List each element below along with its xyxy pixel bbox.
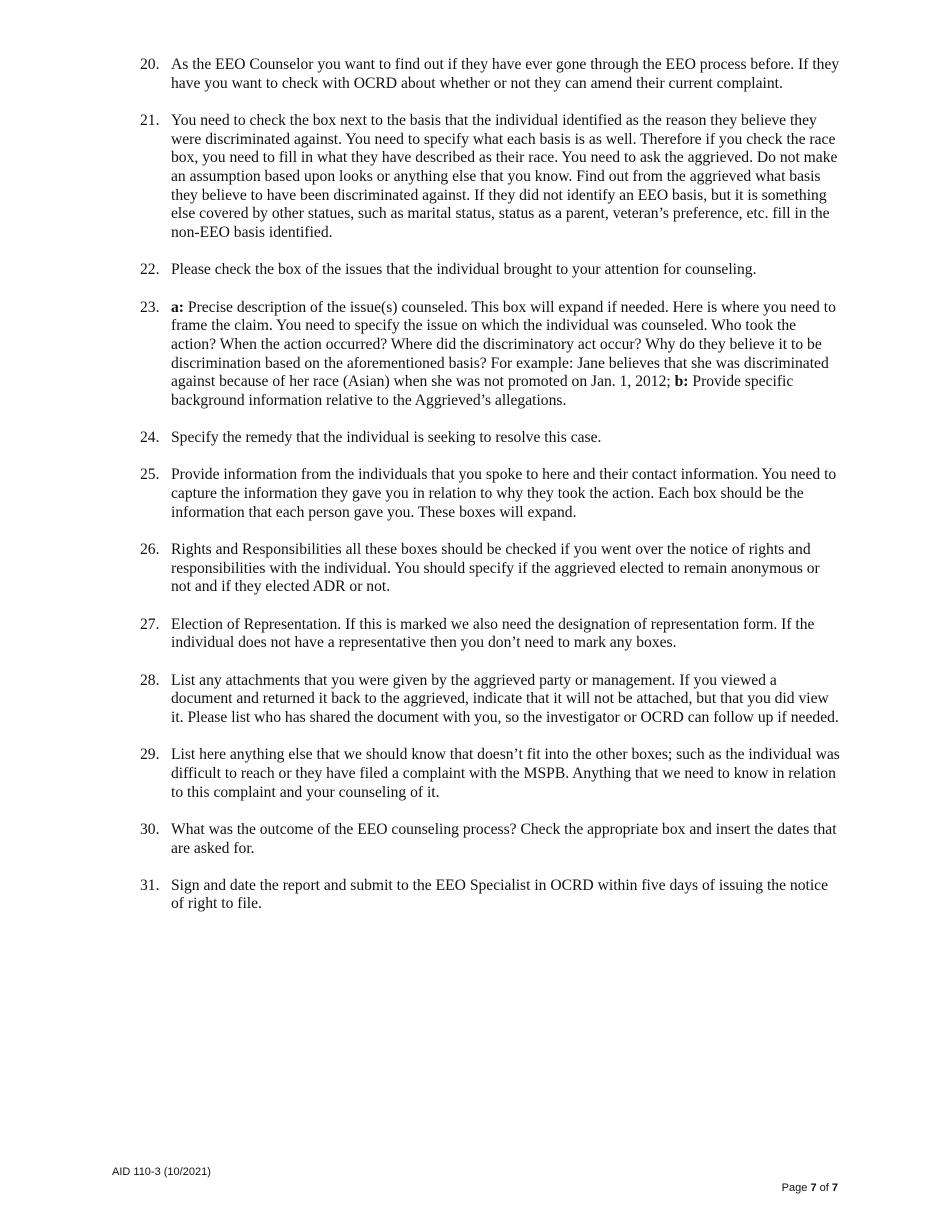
item-text: Please check the box of the issues that the individual brought to your attention for counseling. xyxy=(171,261,757,279)
item-text: You need to check the box next to the basis that the individual identified as the reason they believe they were discriminated against. You need to specify what each basis is as well. Therefore if you check the race box, you need to fill in what they have described as their race. You need to ask the aggrieved. Do not make an assumption based upon looks or anything else that you know. Find out from the aggrieved what basis they believe to have been discriminated against. If they did not identify an EEO basis, but it is something else covered by other statues, such as marital status, status as a parent, veteran’s preference, etc. fill in the non-EEO basis identified. xyxy=(171,111,838,242)
item-text: Specify the remedy that the individual is seeking to resolve this case. xyxy=(171,429,602,447)
item-number: 23. xyxy=(140,298,160,316)
list-item xyxy=(140,616,840,653)
text-a: Precise description of the issue(s) counseled. This box will expand if needed. Here is where you need to frame the claim. You need to specify the issue on which the individual was counseled. Who took the action? When the action occurred? Where did the discriminatory act occur? Why do they believe it to be discrimination based on the aforementioned basis? For example: Jane believes that she was discriminated against because of her race (Asian) when she was not promoted on Jan. 1, 2012; xyxy=(171,298,836,391)
list-item xyxy=(140,112,840,243)
page-of: of xyxy=(819,1182,829,1194)
list-item xyxy=(140,261,840,280)
item-number: 26. xyxy=(140,541,160,559)
page-word: Page xyxy=(781,1182,808,1194)
list-item xyxy=(140,821,840,858)
item-number: 29. xyxy=(140,746,160,764)
text-b: Provide specific background information relative to the Aggrieved’s allegations. xyxy=(171,373,794,410)
list-item xyxy=(140,877,840,914)
item-text: As the EEO Counselor you want to find out if they have ever gone through the EEO process before. If they have you want to check with OCRD about whether or not they can amend their current complaint. xyxy=(171,56,840,92)
list-item xyxy=(140,56,840,93)
item-text: Sign and date the report and submit to the EEO Specialist in OCRD within five days of issuing the notice of right to file. xyxy=(171,876,829,913)
item-number: 24. xyxy=(140,429,160,447)
list-item xyxy=(140,429,840,448)
item-text: List any attachments that you were given by the aggrieved party or management. If you viewed a document and returned it back to the aggrieved, indicate that it will not be attached, but that you did view it. Please list who has shared the document with you, so the investigator or OCRD can follow up if needed. xyxy=(171,671,839,726)
item-text xyxy=(171,299,840,411)
item-text: Rights and Responsibilities all these boxes should be checked if you went over the notice of rights and responsibilities with the individual. You should specify if the aggrieved elected to remain anonymous or not and if they elected ADR or not. xyxy=(171,541,820,596)
label-b: b: xyxy=(674,373,689,391)
instructions-list xyxy=(140,56,840,933)
list-item xyxy=(140,299,840,411)
page-total: 7 xyxy=(831,1182,838,1194)
item-number: 25. xyxy=(140,466,160,484)
item-number: 30. xyxy=(140,820,160,838)
item-number: 28. xyxy=(140,671,160,689)
list-item xyxy=(140,466,840,522)
item-number: 20. xyxy=(140,56,160,73)
page-number xyxy=(782,1182,838,1194)
list-item xyxy=(140,672,840,728)
item-text: Election of Representation. If this is marked we also need the designation of representation form. If the individual does not have a representative then you don’t need to mark any boxes. xyxy=(171,615,815,652)
item-text: What was the outcome of the EEO counseling process? Check the appropriate box and insert the dates that are asked for. xyxy=(171,820,837,857)
item-number: 22. xyxy=(140,261,160,279)
form-identifier: AID 110-3 (10/2021) xyxy=(112,1166,211,1178)
list-item xyxy=(140,541,840,597)
item-number: 21. xyxy=(140,111,160,129)
item-text: List here anything else that we should know that doesn’t fit into the other boxes; such as the individual was difficult to reach or they have filed a complaint with the MSPB. Anything that we need to know in relation to this complaint and your counseling of it. xyxy=(171,746,840,801)
list-item xyxy=(140,746,840,802)
item-text: Provide information from the individuals that you spoke to here and their contact information. You need to capture the information they gave you in relation to why they took the action. Each box should be the information that each person gave you. These boxes will expand. xyxy=(171,466,837,521)
item-number: 31. xyxy=(140,876,160,894)
page-current: 7 xyxy=(810,1182,817,1194)
item-number: 27. xyxy=(140,615,160,633)
label-a: a: xyxy=(171,298,184,316)
